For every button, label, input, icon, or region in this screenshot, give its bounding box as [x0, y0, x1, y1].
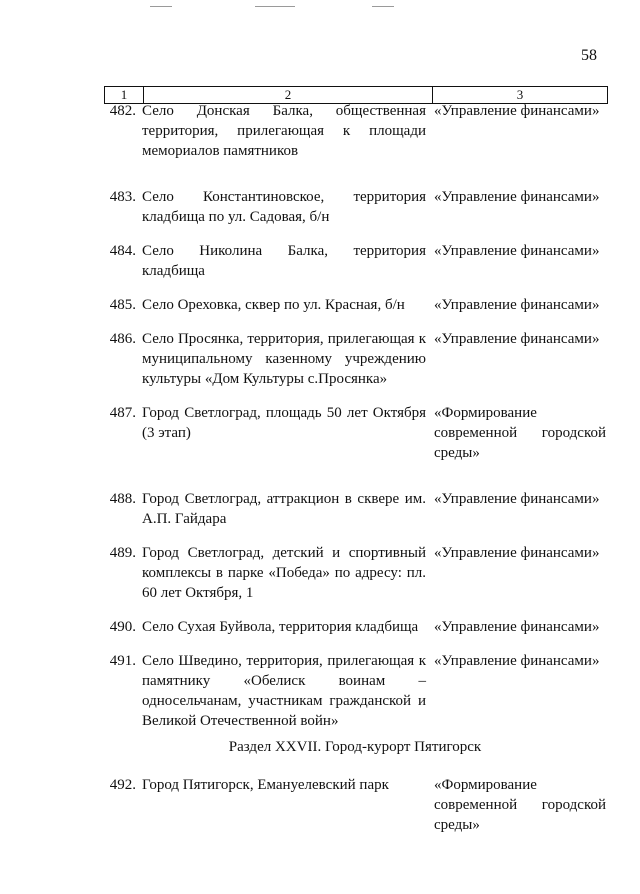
row-number: 491. — [109, 653, 136, 669]
row-program: «Управление финансами» — [434, 545, 600, 561]
table-row — [104, 295, 606, 315]
table-row — [104, 241, 606, 281]
scan-artifact — [150, 6, 172, 7]
row-description: Село Просянка, территория, прилегающая к муниципальному казенному учреждению культуры «Дом Культуры с.Просянка» — [142, 331, 426, 387]
row-number: 489. — [109, 545, 136, 561]
row-description: Город Светлоград, детский и спортивный комплексы в парке «Победа» по адресу: пл. 60 лет Октября, 1 — [142, 545, 426, 601]
row-program: «Управление финансами» — [434, 331, 600, 347]
row-number: 487. — [109, 405, 136, 421]
row-number: 482. — [109, 103, 136, 119]
row-program: «Управление финансами» — [434, 619, 600, 635]
row-description: Село Шведино, территория, прилегающая к памятнику «Обелиск воинам – односельчанам, участникам гражданской и Великой Отечественной войн» — [142, 653, 426, 729]
row-program: «Управление финансами» — [434, 297, 600, 313]
row-number: 490. — [109, 619, 136, 635]
row-number: 486. — [109, 331, 136, 347]
header-col-1: 1 — [105, 87, 144, 103]
page-number: 58 — [581, 47, 597, 64]
table-row — [104, 101, 606, 161]
row-description: Село Ореховка, сквер по ул. Красная, б/н — [142, 297, 405, 313]
table-row — [104, 775, 606, 835]
row-description: Город Светлоград, площадь 50 лет Октября (3 этап) — [142, 405, 426, 441]
row-description: Город Светлоград, аттракцион в сквере им. А.П. Гайдара — [142, 491, 426, 527]
scan-artifact — [372, 6, 394, 7]
row-number: 492. — [109, 777, 136, 793]
table-row — [104, 617, 606, 637]
row-program: «Формирование современной городской среды» — [434, 405, 606, 461]
table-row — [104, 543, 606, 603]
row-program: «Управление финансами» — [434, 243, 600, 259]
table-row — [104, 187, 606, 227]
table-row — [104, 489, 606, 529]
section-title: Раздел XXVII. Город-курорт Пятигорск — [228, 739, 482, 755]
header-col-2: 2 — [144, 87, 433, 103]
row-description: Село Николина Балка, территория кладбища — [142, 243, 426, 279]
row-number: 483. — [109, 189, 136, 205]
row-number: 485. — [109, 297, 136, 313]
row-program: «Управление финансами» — [434, 653, 600, 669]
header-col-3: 3 — [516, 87, 524, 102]
row-number: 488. — [109, 491, 136, 507]
table-row — [104, 651, 606, 731]
row-number: 484. — [109, 243, 136, 259]
scan-artifact — [255, 6, 295, 7]
row-program: «Управление финансами» — [434, 491, 600, 507]
row-description: Село Сухая Буйвола, территория кладбища — [142, 619, 419, 635]
table-row — [104, 329, 606, 389]
row-description: Село Донская Балка, общественная территория, прилегающая к площади мемориалов памятников — [142, 103, 426, 159]
row-program: «Управление финансами» — [434, 189, 600, 205]
row-description: Село Константиновское, территория кладбища по ул. Садовая, б/н — [142, 189, 426, 225]
row-program: «Формирование современной городской среды» — [434, 777, 606, 833]
row-description: Город Пятигорск, Емануелевский парк — [142, 777, 389, 793]
row-program: «Управление финансами» — [434, 103, 600, 119]
table-body — [104, 101, 606, 835]
table-row — [104, 403, 606, 463]
